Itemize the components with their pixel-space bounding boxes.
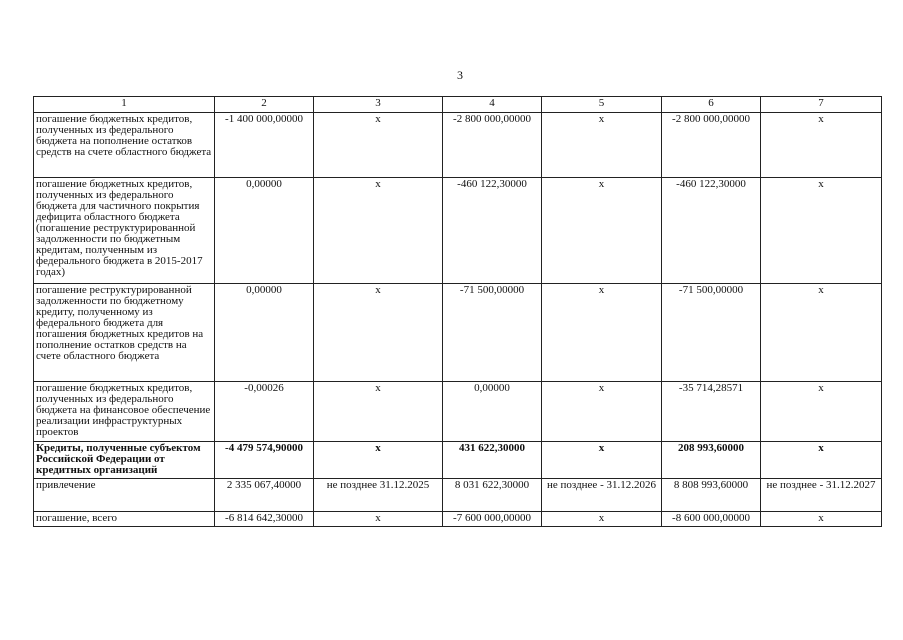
table-row xyxy=(34,479,882,512)
amount-cell: 431 622,30000 xyxy=(443,442,542,479)
row-description: привлечение xyxy=(34,479,215,512)
amount-cell: 8 808 993,60000 xyxy=(662,479,761,512)
amount-cell: -8 600 000,00000 xyxy=(662,512,761,527)
amount-cell: -7 600 000,00000 xyxy=(443,512,542,527)
amount-cell: -4 479 574,90000 xyxy=(215,442,314,479)
term-cell: х xyxy=(761,178,882,284)
term-cell: х xyxy=(314,178,443,284)
term-cell: х xyxy=(542,382,662,442)
amount-cell: 2 335 067,40000 xyxy=(215,479,314,512)
amount-cell: -6 814 642,30000 xyxy=(215,512,314,527)
term-cell: х xyxy=(542,113,662,178)
term-cell: не позднее - 31.12.2026 xyxy=(542,479,662,512)
column-header: 4 xyxy=(443,97,542,113)
amount-cell: -0,00026 xyxy=(215,382,314,442)
term-cell: х xyxy=(761,113,882,178)
row-description: погашение реструктурированной задолженности по бюджетному кредиту, полученному из федерального бюджета для погашения бюджетных кредитов на пополнение остатков средств на счете областного бюджета xyxy=(34,284,215,382)
term-cell: х xyxy=(314,512,443,527)
row-description: погашение бюджетных кредитов, полученных из федерального бюджета для частичного покрытия дефицита областного бюджета (погашение реструктурированной задолженности по бюджетным кредитам, полученным из федерального бюджета в 2015-2017 годах) xyxy=(34,178,215,284)
table-row xyxy=(34,512,882,527)
term-cell: х xyxy=(761,284,882,382)
term-cell: не позднее 31.12.2025 xyxy=(314,479,443,512)
budget-table xyxy=(33,96,882,527)
term-cell: х xyxy=(314,382,443,442)
term-cell: х xyxy=(761,512,882,527)
table-header-row xyxy=(34,97,882,113)
row-description: Кредиты, полученные субъектом Российской Федерации от кредитных организаций xyxy=(34,442,215,479)
row-description: погашение, всего xyxy=(34,512,215,527)
column-header: 2 xyxy=(215,97,314,113)
term-cell: х xyxy=(542,512,662,527)
amount-cell: 0,00000 xyxy=(443,382,542,442)
column-header: 6 xyxy=(662,97,761,113)
amount-cell: 0,00000 xyxy=(215,178,314,284)
term-cell: х xyxy=(314,284,443,382)
amount-cell: -35 714,28571 xyxy=(662,382,761,442)
term-cell: х xyxy=(314,113,443,178)
amount-cell: 0,00000 xyxy=(215,284,314,382)
table-row xyxy=(34,178,882,284)
table-row xyxy=(34,284,882,382)
term-cell: х xyxy=(314,442,443,479)
term-cell: х xyxy=(761,442,882,479)
amount-cell: -460 122,30000 xyxy=(662,178,761,284)
amount-cell: 208 993,60000 xyxy=(662,442,761,479)
table-row-subtotal xyxy=(34,442,882,479)
amount-cell: -2 800 000,00000 xyxy=(443,113,542,178)
row-description: погашение бюджетных кредитов, полученных из федерального бюджета на финансовое обеспечение реализации инфраструктурных проектов xyxy=(34,382,215,442)
row-description: погашение бюджетных кредитов, полученных из федерального бюджета на пополнение остатков средств на счете областного бюджета xyxy=(34,113,215,178)
term-cell: х xyxy=(542,178,662,284)
table-row xyxy=(34,113,882,178)
column-header: 1 xyxy=(34,97,215,113)
term-cell: х xyxy=(542,284,662,382)
term-cell: х xyxy=(542,442,662,479)
page-number: 3 xyxy=(457,68,463,82)
term-cell: х xyxy=(761,382,882,442)
amount-cell: -2 800 000,00000 xyxy=(662,113,761,178)
column-header: 7 xyxy=(761,97,882,113)
amount-cell: 8 031 622,30000 xyxy=(443,479,542,512)
amount-cell: -71 500,00000 xyxy=(443,284,542,382)
table-row xyxy=(34,382,882,442)
amount-cell: -460 122,30000 xyxy=(443,178,542,284)
term-cell: не позднее - 31.12.2027 xyxy=(761,479,882,512)
column-header: 5 xyxy=(542,97,662,113)
column-header: 3 xyxy=(314,97,443,113)
amount-cell: -71 500,00000 xyxy=(662,284,761,382)
amount-cell: -1 400 000,00000 xyxy=(215,113,314,178)
